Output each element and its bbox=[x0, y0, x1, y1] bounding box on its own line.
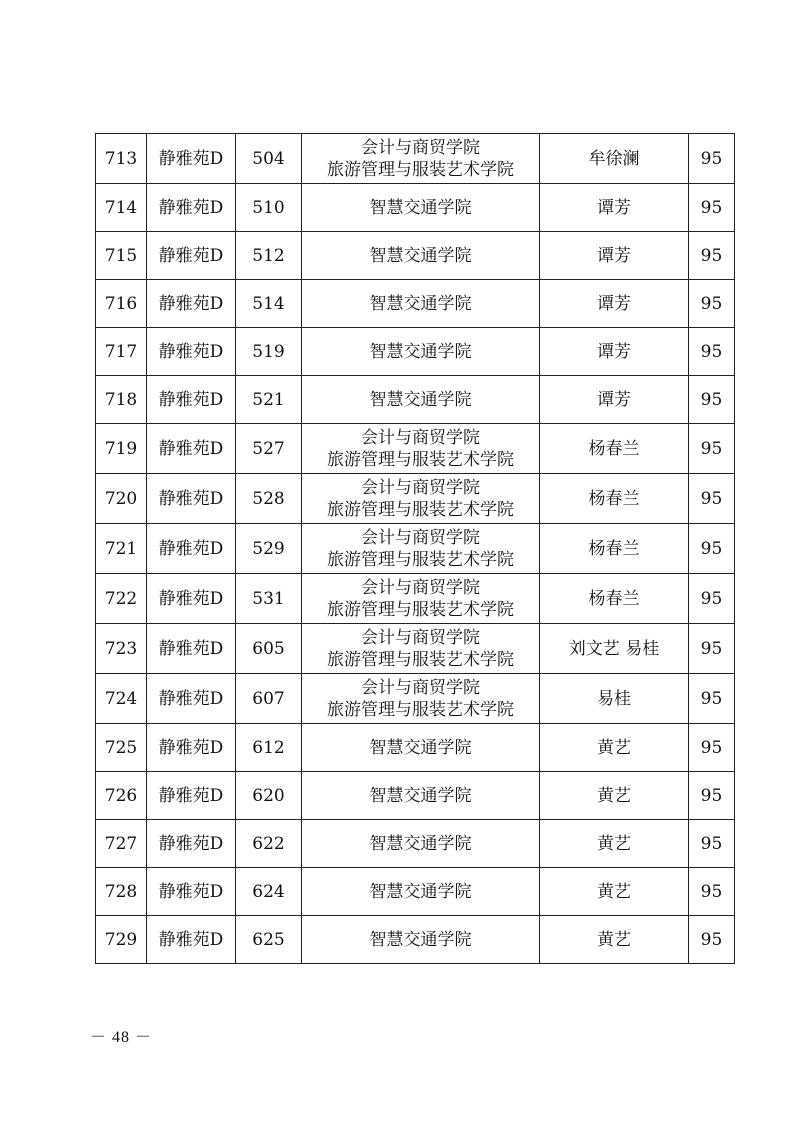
building-cell: 静雅苑D bbox=[147, 674, 236, 724]
building-cell: 静雅苑D bbox=[147, 868, 236, 916]
teacher-cell: 黄艺 bbox=[540, 772, 689, 820]
row-number-cell: 720 bbox=[96, 474, 147, 524]
room-cell: 510 bbox=[236, 184, 302, 232]
room-cell: 527 bbox=[236, 424, 302, 474]
score-cell: 95 bbox=[689, 474, 735, 524]
college-name: 会计与商贸学院 bbox=[361, 137, 480, 158]
building-cell: 静雅苑D bbox=[147, 772, 236, 820]
college-name: 会计与商贸学院 bbox=[361, 677, 480, 698]
table-row bbox=[96, 134, 735, 184]
teacher-cell: 牟徐澜 bbox=[540, 134, 689, 184]
teacher-cell: 黄艺 bbox=[540, 724, 689, 772]
room-cell: 529 bbox=[236, 524, 302, 574]
score-cell: 95 bbox=[689, 184, 735, 232]
teacher-cell: 杨春兰 bbox=[540, 574, 689, 624]
row-number-cell: 714 bbox=[96, 184, 147, 232]
score-cell: 95 bbox=[689, 328, 735, 376]
row-number-cell: 716 bbox=[96, 280, 147, 328]
college-name: 会计与商贸学院 bbox=[361, 577, 480, 598]
building-cell: 静雅苑D bbox=[147, 624, 236, 674]
building-cell: 静雅苑D bbox=[147, 280, 236, 328]
table-row bbox=[96, 820, 735, 868]
room-cell: 519 bbox=[236, 328, 302, 376]
row-number-cell: 724 bbox=[96, 674, 147, 724]
room-cell: 531 bbox=[236, 574, 302, 624]
teacher-cell: 谭芳 bbox=[540, 328, 689, 376]
college-name: 旅游管理与服装艺术学院 bbox=[327, 599, 514, 620]
row-number-cell: 721 bbox=[96, 524, 147, 574]
college-name: 会计与商贸学院 bbox=[361, 527, 480, 548]
college-name: 智慧交通学院 bbox=[369, 929, 472, 950]
dormitory-score-table bbox=[95, 133, 735, 964]
table-row bbox=[96, 184, 735, 232]
row-number-cell: 713 bbox=[96, 134, 147, 184]
college-cell bbox=[302, 134, 540, 184]
college-cell bbox=[302, 820, 540, 868]
room-cell: 528 bbox=[236, 474, 302, 524]
college-name: 旅游管理与服装艺术学院 bbox=[327, 499, 514, 520]
table-row bbox=[96, 868, 735, 916]
teacher-cell: 黄艺 bbox=[540, 916, 689, 964]
building-cell: 静雅苑D bbox=[147, 328, 236, 376]
college-name: 智慧交通学院 bbox=[369, 245, 472, 266]
score-cell: 95 bbox=[689, 820, 735, 868]
room-cell: 624 bbox=[236, 868, 302, 916]
college-cell bbox=[302, 232, 540, 280]
teacher-cell: 黄艺 bbox=[540, 868, 689, 916]
score-cell: 95 bbox=[689, 524, 735, 574]
room-cell: 504 bbox=[236, 134, 302, 184]
room-cell: 620 bbox=[236, 772, 302, 820]
score-cell: 95 bbox=[689, 232, 735, 280]
room-cell: 605 bbox=[236, 624, 302, 674]
building-cell: 静雅苑D bbox=[147, 134, 236, 184]
table-row bbox=[96, 376, 735, 424]
row-number-cell: 727 bbox=[96, 820, 147, 868]
college-name: 智慧交通学院 bbox=[369, 833, 472, 854]
table-row bbox=[96, 280, 735, 328]
score-cell: 95 bbox=[689, 280, 735, 328]
table-row bbox=[96, 574, 735, 624]
room-cell: 521 bbox=[236, 376, 302, 424]
building-cell: 静雅苑D bbox=[147, 184, 236, 232]
building-cell: 静雅苑D bbox=[147, 232, 236, 280]
building-cell: 静雅苑D bbox=[147, 424, 236, 474]
room-cell: 625 bbox=[236, 916, 302, 964]
room-cell: 512 bbox=[236, 232, 302, 280]
building-cell: 静雅苑D bbox=[147, 524, 236, 574]
college-name: 智慧交通学院 bbox=[369, 293, 472, 314]
score-cell: 95 bbox=[689, 868, 735, 916]
college-name: 智慧交通学院 bbox=[369, 785, 472, 806]
room-cell: 607 bbox=[236, 674, 302, 724]
college-name: 旅游管理与服装艺术学院 bbox=[327, 699, 514, 720]
teacher-cell: 谭芳 bbox=[540, 184, 689, 232]
row-number-cell: 719 bbox=[96, 424, 147, 474]
college-cell bbox=[302, 280, 540, 328]
table-row bbox=[96, 474, 735, 524]
college-name: 旅游管理与服装艺术学院 bbox=[327, 159, 514, 180]
score-cell: 95 bbox=[689, 624, 735, 674]
teacher-cell: 刘文艺 易桂 bbox=[540, 624, 689, 674]
college-name: 智慧交通学院 bbox=[369, 389, 472, 410]
teacher-cell: 谭芳 bbox=[540, 232, 689, 280]
score-cell: 95 bbox=[689, 376, 735, 424]
building-cell: 静雅苑D bbox=[147, 376, 236, 424]
page-number: － 48 － bbox=[90, 1029, 153, 1046]
row-number-cell: 723 bbox=[96, 624, 147, 674]
college-cell bbox=[302, 328, 540, 376]
row-number-cell: 718 bbox=[96, 376, 147, 424]
college-cell bbox=[302, 574, 540, 624]
college-cell bbox=[302, 724, 540, 772]
table-row bbox=[96, 624, 735, 674]
building-cell: 静雅苑D bbox=[147, 916, 236, 964]
table-row bbox=[96, 772, 735, 820]
row-number-cell: 717 bbox=[96, 328, 147, 376]
room-cell: 514 bbox=[236, 280, 302, 328]
room-cell: 622 bbox=[236, 820, 302, 868]
table-body bbox=[96, 134, 735, 964]
college-cell bbox=[302, 674, 540, 724]
college-name: 智慧交通学院 bbox=[369, 197, 472, 218]
college-cell bbox=[302, 868, 540, 916]
building-cell: 静雅苑D bbox=[147, 574, 236, 624]
college-cell bbox=[302, 624, 540, 674]
teacher-cell: 杨春兰 bbox=[540, 524, 689, 574]
row-number-cell: 722 bbox=[96, 574, 147, 624]
college-name: 旅游管理与服装艺术学院 bbox=[327, 649, 514, 670]
college-name: 旅游管理与服装艺术学院 bbox=[327, 549, 514, 570]
teacher-cell: 杨春兰 bbox=[540, 424, 689, 474]
score-cell: 95 bbox=[689, 424, 735, 474]
building-cell: 静雅苑D bbox=[147, 724, 236, 772]
college-cell bbox=[302, 184, 540, 232]
college-name: 智慧交通学院 bbox=[369, 881, 472, 902]
table-row bbox=[96, 424, 735, 474]
table-row bbox=[96, 674, 735, 724]
college-cell bbox=[302, 772, 540, 820]
row-number-cell: 728 bbox=[96, 868, 147, 916]
score-cell: 95 bbox=[689, 916, 735, 964]
teacher-cell: 谭芳 bbox=[540, 280, 689, 328]
row-number-cell: 726 bbox=[96, 772, 147, 820]
college-name: 智慧交通学院 bbox=[369, 341, 472, 362]
college-name: 会计与商贸学院 bbox=[361, 627, 480, 648]
table-row bbox=[96, 328, 735, 376]
score-cell: 95 bbox=[689, 134, 735, 184]
table-row bbox=[96, 524, 735, 574]
row-number-cell: 715 bbox=[96, 232, 147, 280]
table-row bbox=[96, 232, 735, 280]
college-name: 会计与商贸学院 bbox=[361, 477, 480, 498]
score-cell: 95 bbox=[689, 724, 735, 772]
teacher-cell: 谭芳 bbox=[540, 376, 689, 424]
teacher-cell: 易桂 bbox=[540, 674, 689, 724]
teacher-cell: 黄艺 bbox=[540, 820, 689, 868]
college-cell bbox=[302, 424, 540, 474]
table-row bbox=[96, 916, 735, 964]
college-name: 旅游管理与服装艺术学院 bbox=[327, 449, 514, 470]
room-cell: 612 bbox=[236, 724, 302, 772]
row-number-cell: 729 bbox=[96, 916, 147, 964]
college-name: 智慧交通学院 bbox=[369, 737, 472, 758]
college-cell bbox=[302, 376, 540, 424]
score-cell: 95 bbox=[689, 674, 735, 724]
score-cell: 95 bbox=[689, 574, 735, 624]
score-cell: 95 bbox=[689, 772, 735, 820]
teacher-cell: 杨春兰 bbox=[540, 474, 689, 524]
college-cell bbox=[302, 916, 540, 964]
college-name: 会计与商贸学院 bbox=[361, 427, 480, 448]
building-cell: 静雅苑D bbox=[147, 474, 236, 524]
college-cell bbox=[302, 524, 540, 574]
table-row bbox=[96, 724, 735, 772]
row-number-cell: 725 bbox=[96, 724, 147, 772]
building-cell: 静雅苑D bbox=[147, 820, 236, 868]
college-cell bbox=[302, 474, 540, 524]
